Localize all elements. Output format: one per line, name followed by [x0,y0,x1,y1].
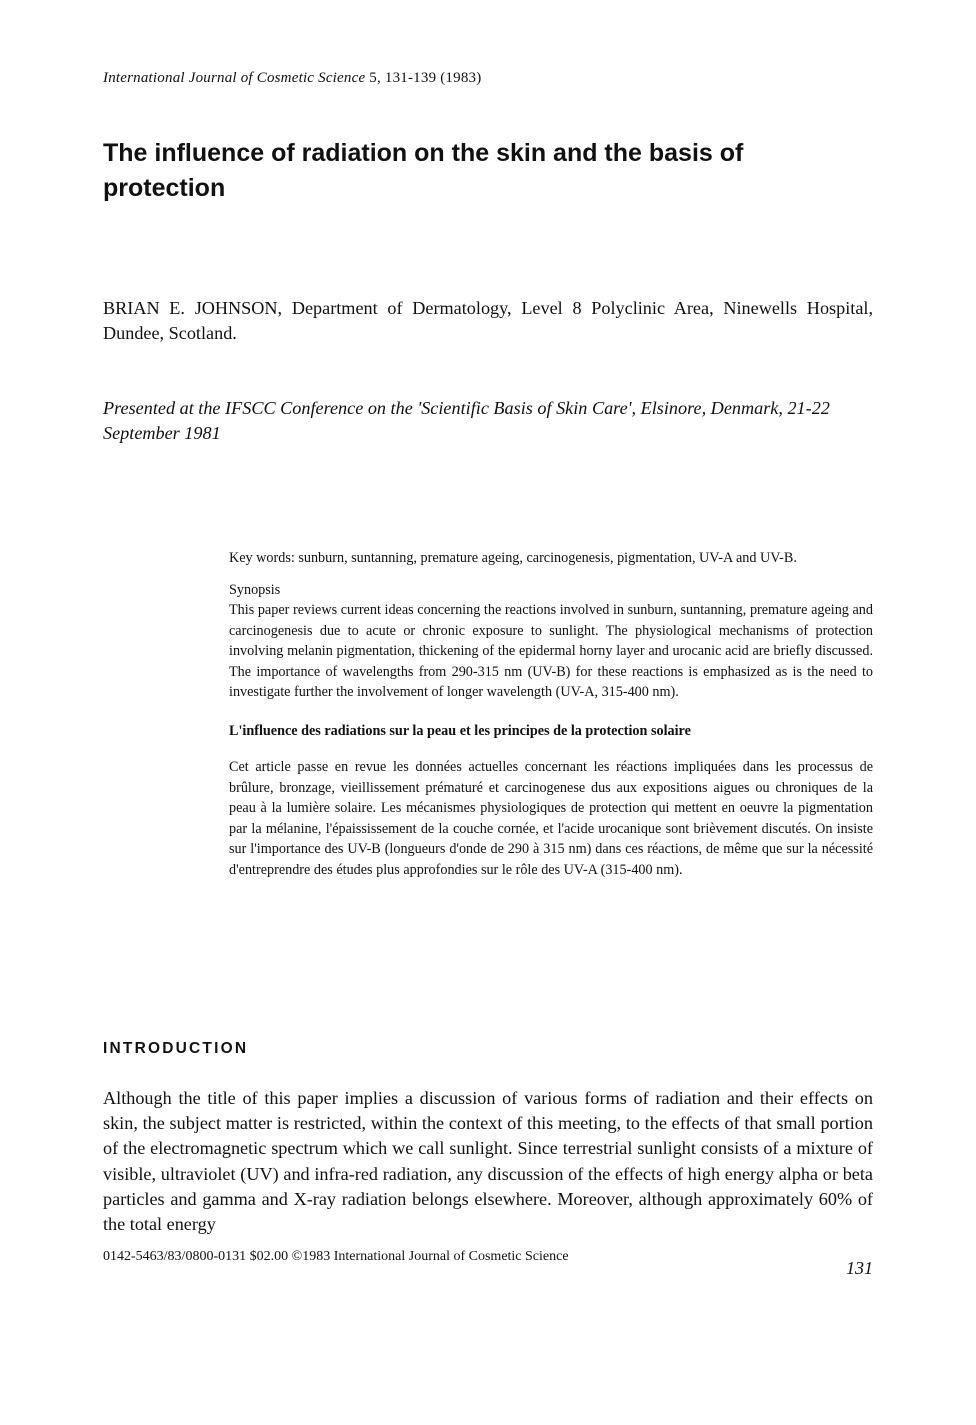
author-affiliation: BRIAN E. JOHNSON, Department of Dermatology, Level 8 Polyclinic Area, Ninewells Hospital, Dundee, Scotland. [103,298,873,343]
introduction-text: Although the title of this paper implies a discussion of various forms of radiation and their effects on skin, the subject matter is restricted, within the context of this meeting, to the effects of that small portion of the electromagnetic spectrum which we call sunlight. Since terrestrial sunlight consists of a mixture of visible, ultraviolet (UV) and infra-red radiation, any discussion of the effects of high energy alpha or beta particles and gamma and X-ray radiation belongs elsewhere. Moreover, although approximately 60% of the total energy [103,1088,873,1235]
article-title: The influence of radiation on the skin and the basis of protection [103,139,744,202]
keywords: Key words: sunburn, suntanning, premature ageing, carcinogenesis, pigmentation, UV-A and UV-B. [229,550,797,566]
introduction-heading: INTRODUCTION [103,1040,249,1057]
presented-at-note: Presented at the IFSCC Conference on the 'Scientific Basis of Skin Care', Elsinore, Denmark, 21-22 September 1981 [103,398,830,443]
page-number: 131 [846,1258,873,1278]
footer-copyright: 0142-5463/83/0800-0131 $02.00 ©1983 International Journal of Cosmetic Science [103,1249,569,1264]
synopsis-heading: Synopsis [229,581,281,598]
french-abstract-title: L'influence des radiations sur la peau et les principes de la protection solaire [229,722,691,739]
journal-name: International Journal of Cosmetic Science [103,70,366,86]
volume-pages-year: 5, 131-139 (1983) [365,70,482,86]
french-abstract-text: Cet article passe en revue les données actuelles concernant les réactions impliquées dans les processus de brûlure, bronzage, vieillissement prématuré et carcinogenese dus aux expositions aigues ou chroniques de la peau à la lumière solaire. Les mécanismes physiologiques de protection qui mettent en oeuvre la pigmentation par la mélanine, l'épaississement de la couche cornée, et l'acide urocanique sont brièvement discutés. On insiste sur l'importance des UV-B (longueurs d'onde de 290 à 315 nm) dans ces réactions, de même que sur la nécessité d'entreprendre des études plus approfondies sur le rôle des UV-A (315-400 nm). [229,759,873,878]
abstract-block [229,548,873,880]
synopsis-text: This paper reviews current ideas concerning the reactions involved in sunburn, suntanning, premature ageing and carcinogenesis due to acute or chronic exposure to sunlight. The physiological mechanisms of protection involving melanin pigmentation, thickening of the epidermal horny layer and urocanic acid are briefly discussed. The importance of wavelengths from 290-315 nm (UV-B) for these reactions is emphasized as is the need to investigate further the involvement of longer wavelength (UV-A, 315-400 nm). [229,602,873,700]
journal-citation [103,70,481,87]
